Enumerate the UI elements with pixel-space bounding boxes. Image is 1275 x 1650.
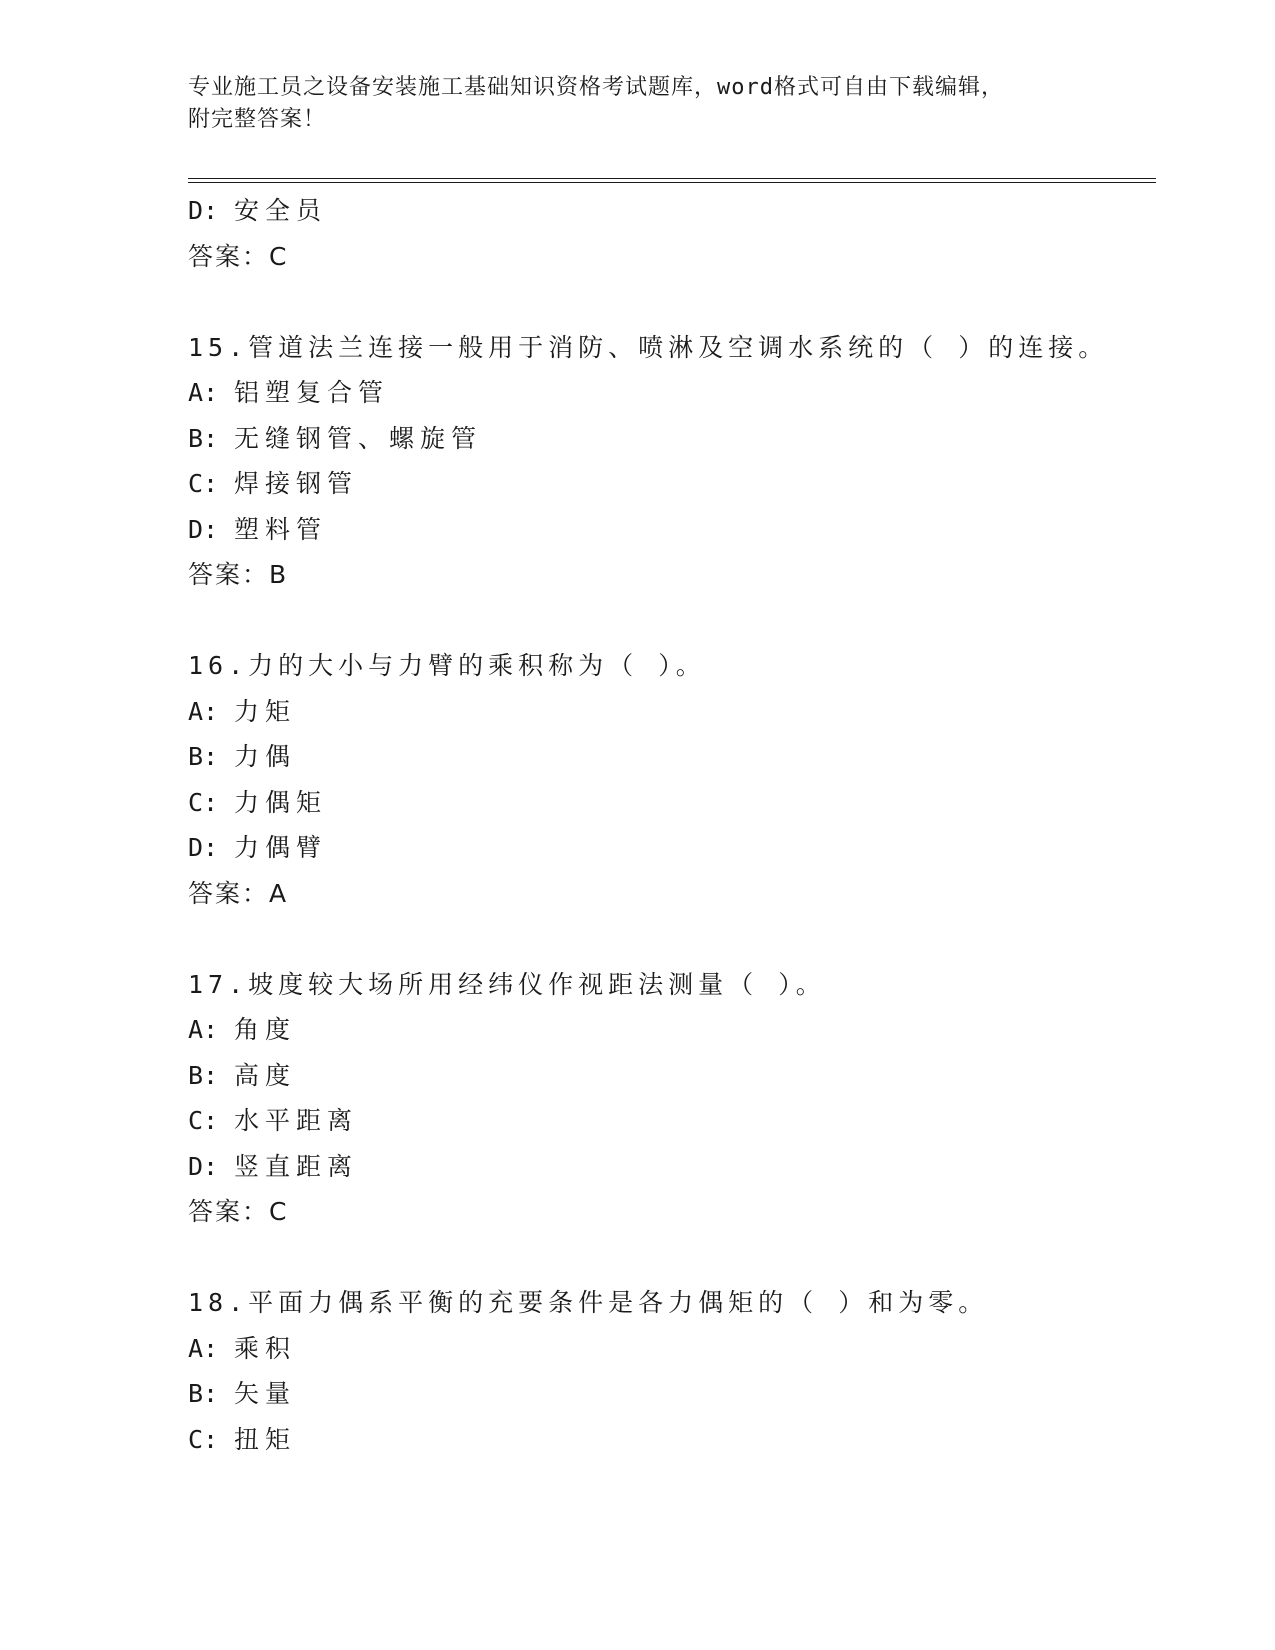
option-text: 扭矩: [234, 1424, 297, 1454]
option-b: [188, 1053, 1156, 1099]
option-c: [188, 780, 1156, 826]
option-text: 力偶臂: [234, 833, 328, 862]
option-text: 角度: [234, 1015, 297, 1044]
option-text: 水平距离: [234, 1106, 359, 1135]
answer-line: 答案：C: [188, 1197, 289, 1226]
option-text: 力偶矩: [234, 787, 328, 817]
spacer: [188, 916, 1156, 962]
header-double-rule: [188, 178, 1156, 183]
option-b: [188, 734, 1156, 780]
option-letter: A:: [188, 1333, 219, 1363]
option-text: 竖直距离: [234, 1151, 359, 1181]
option-c: [188, 1098, 1156, 1144]
option-letter: C:: [188, 1424, 219, 1454]
option-c: [188, 461, 1156, 507]
option-d: [188, 1144, 1156, 1190]
option-d: [188, 825, 1156, 871]
question-title: 15.管道法兰连接一般用于消防、喷淋及空调水系统的（ ）的连接。: [188, 332, 1109, 362]
option-letter: A:: [188, 696, 219, 726]
option-b: [188, 416, 1156, 462]
option-a: [188, 689, 1156, 735]
option-a: [188, 370, 1156, 416]
spacer: [188, 1235, 1156, 1281]
option-letter: D:: [188, 833, 219, 862]
spacer: [188, 279, 1156, 325]
option-d: [188, 188, 1156, 234]
option-text: 高度: [234, 1060, 297, 1090]
answer-line: 答案：A: [188, 878, 289, 908]
header-title-line-1: 专业施工员之设备安装施工基础知识资格考试题库，word格式可自由下载编辑，: [188, 75, 1004, 100]
question-title: 17.坡度较大场所用经纬仪作视距法测量（ ）。: [188, 969, 826, 999]
header-title-line-2: 附完整答案！: [188, 107, 327, 132]
option-letter: D:: [188, 514, 219, 544]
option-letter: D:: [188, 196, 219, 225]
option-text: 力偶: [234, 742, 297, 771]
option-text: 矢量: [234, 1379, 297, 1408]
option-letter: B:: [188, 1060, 219, 1090]
option-text: 焊接钢管: [234, 469, 359, 498]
option-letter: D:: [188, 1151, 219, 1181]
document-page: [188, 0, 1156, 1650]
option-letter: C:: [188, 1106, 219, 1135]
option-text: 力矩: [234, 696, 297, 726]
option-text: 无缝钢管、螺旋管: [234, 423, 483, 453]
option-a: [188, 1007, 1156, 1053]
option-text: 乘积: [234, 1333, 297, 1363]
question-title: 16.力的大小与力臂的乘积称为（ ）。: [188, 651, 706, 680]
option-text: 塑料管: [234, 514, 328, 544]
answer-line: 答案：C: [188, 241, 289, 271]
option-letter: B:: [188, 742, 219, 771]
option-a: [188, 1326, 1156, 1372]
option-d: [188, 507, 1156, 553]
option-letter: B:: [188, 1379, 219, 1408]
option-letter: C:: [188, 787, 219, 817]
question-list: [188, 188, 1156, 1462]
option-letter: A:: [188, 1015, 219, 1044]
option-text: 铝塑复合管: [234, 378, 390, 407]
option-b: [188, 1371, 1156, 1417]
option-c: [188, 1417, 1156, 1463]
option-text: 安全员: [234, 196, 328, 225]
question-title: 18.平面力偶系平衡的充要条件是各力偶矩的（ ）和为零。: [188, 1288, 989, 1317]
page-header: [188, 72, 1088, 136]
option-letter: A:: [188, 378, 219, 407]
spacer: [188, 598, 1156, 644]
answer-line: 答案：B: [188, 560, 289, 589]
option-letter: C:: [188, 469, 219, 498]
option-letter: B:: [188, 423, 219, 453]
